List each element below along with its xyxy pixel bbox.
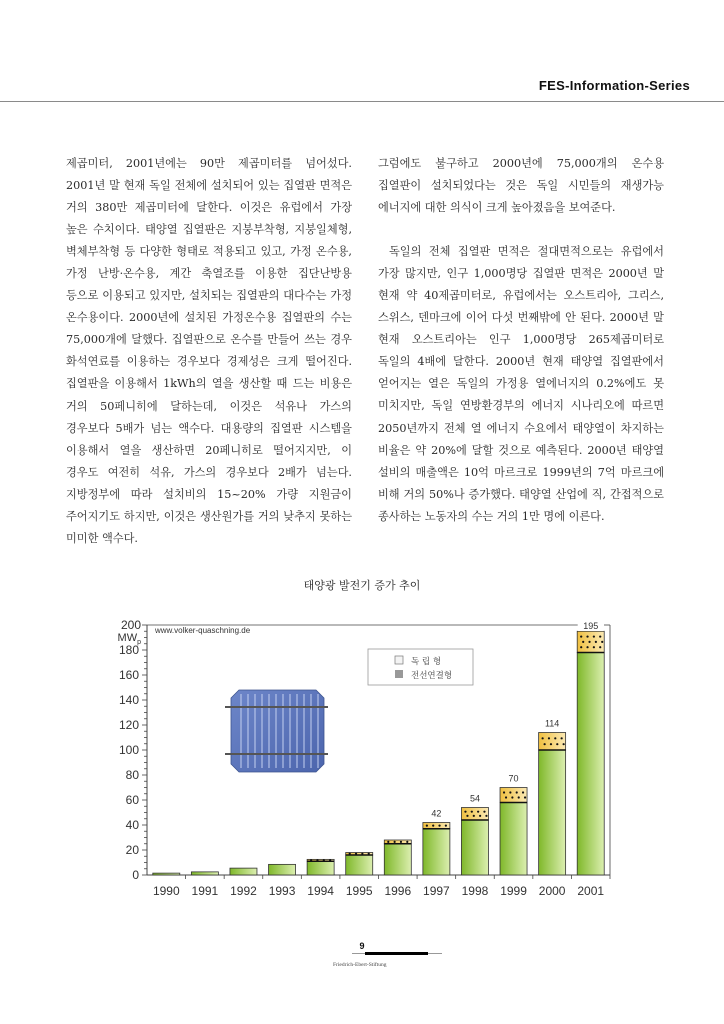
- x-tick-label: 1995: [345, 884, 373, 898]
- bar-grid-connected: [384, 844, 411, 875]
- bar-grid-connected: [461, 820, 488, 875]
- bar-standalone: [461, 808, 488, 821]
- bar-dot-pattern: [511, 796, 513, 798]
- bar-dot-pattern: [479, 815, 481, 817]
- solar-cell-icon: [225, 690, 328, 772]
- y-tick-label: 60: [125, 793, 139, 807]
- bar-dot-pattern: [524, 796, 526, 798]
- bar-dot-pattern: [387, 841, 389, 843]
- bar-dot-pattern: [466, 815, 468, 817]
- chart-legend: [368, 649, 473, 685]
- bar-grid-connected: [230, 868, 257, 875]
- bar-dot-pattern: [599, 646, 601, 648]
- data-label: 54: [469, 793, 480, 804]
- bar-dot-pattern: [483, 811, 485, 813]
- bar-grid-connected: [539, 750, 566, 875]
- legend-label-grid-connected: 전선연결형: [411, 671, 453, 681]
- bar-dot-pattern: [582, 641, 584, 643]
- bar-dot-pattern: [310, 859, 312, 861]
- footer-organization: Friedrich-Ebert-Stiftung: [333, 962, 387, 968]
- bar-dot-pattern: [361, 853, 363, 855]
- bar-dot-pattern: [556, 743, 558, 745]
- bar-grid-connected: [423, 829, 450, 875]
- x-tick-label: 1993: [268, 884, 296, 898]
- bar-dot-pattern: [561, 737, 563, 739]
- bar-dot-pattern: [580, 646, 582, 648]
- x-tick-label: 1991: [191, 884, 219, 898]
- bar-standalone: [539, 733, 566, 751]
- paragraph: 독일의 전체 집열판 면적은 절대면적으로는 유럽에서 가장 많지만, 인구 1,000명당 집열판 면적은 2000년 말 현재 약 40제곱미터로, 유럽에서는 오스트리아, 그리스, 스위스, 덴마크에 이어 다섯 번째밖에 안 된다. 2000년 말 현재 오스트리아는 인구 1,000명당 265제곱미터로 독일의 4배에 달한다. 2000년 현재 태양열 집열판에서 얻어지는 열은 독일의 가정용 열에너지의 0.2%에도 못 미치지만, 독일 연방환경부의 에너지 시나리오에 따르면 2050년까지 전체 열 에너지 수요에서 태양열이 차지하는 비율은 약 20%에 달할 것으로 예측된다. 2000년 태양열 설비의 매출액은 10억 마르크로 1999년의 7억 마르크에 비해 거의 50%나 증가했다. 태양열 산업에 직, 간접적으로 종사하는 노동자의 수는 거의 1만 명에 이른다.: [378, 245, 664, 523]
- bar-dot-pattern: [316, 859, 318, 861]
- bar-dot-pattern: [586, 635, 588, 637]
- bar-dot-pattern: [438, 825, 440, 827]
- bar-dot-pattern: [426, 825, 428, 827]
- bar-dot-pattern: [601, 641, 603, 643]
- x-tick-label: 2000: [538, 884, 566, 898]
- bar-dot-pattern: [445, 825, 447, 827]
- bar-dot-pattern: [349, 853, 351, 855]
- y-tick-label: 0: [132, 868, 139, 882]
- bar-dot-pattern: [432, 825, 434, 827]
- bar-grid-connected: [269, 864, 296, 875]
- legend-label-standalone: 독 립 형: [411, 657, 442, 667]
- y-tick-label: 100: [118, 743, 139, 757]
- chart-watermark: www.volker-quaschning.de: [155, 626, 251, 635]
- bar-dot-pattern: [329, 859, 331, 861]
- bar-dot-pattern: [473, 815, 475, 817]
- y-tick-label: 140: [118, 693, 139, 707]
- page-number: 9: [359, 941, 365, 951]
- bar-dot-pattern: [509, 791, 511, 793]
- bar-dot-pattern: [593, 646, 595, 648]
- y-tick-label: 40: [125, 818, 139, 832]
- bar-dot-pattern: [368, 853, 370, 855]
- bar-dot-pattern: [599, 635, 601, 637]
- bar-grid-connected: [307, 861, 334, 875]
- bar-grid-connected: [500, 803, 527, 876]
- bar-dot-pattern: [485, 815, 487, 817]
- y-tick-label: 120: [118, 718, 139, 732]
- bar-standalone: [577, 631, 604, 652]
- left-text-column: [66, 153, 352, 550]
- bar-dot-pattern: [323, 859, 325, 861]
- bar-dot-pattern: [394, 841, 396, 843]
- x-tick-label: 2001: [577, 884, 605, 898]
- y-tick-label: 80: [125, 768, 139, 782]
- y-axis-max-label: 200: [120, 618, 141, 632]
- bar-dot-pattern: [400, 841, 402, 843]
- x-tick-label: 1994: [307, 884, 334, 898]
- bar-dot-pattern: [563, 743, 565, 745]
- bar-dot-pattern: [522, 791, 524, 793]
- y-axis-unit-text: MW: [117, 632, 138, 644]
- bar-standalone: [500, 788, 527, 803]
- bar-dot-pattern: [518, 796, 520, 798]
- y-axis-unit: [118, 632, 142, 646]
- legend-swatch-grid-connected: [395, 670, 403, 678]
- bar-dot-pattern: [588, 641, 590, 643]
- y-tick-label: 160: [118, 668, 139, 682]
- bar-grid-connected: [191, 872, 218, 875]
- x-tick-label: 1998: [461, 884, 489, 898]
- bar-dot-pattern: [503, 791, 505, 793]
- bar-grid-connected: [346, 855, 373, 875]
- x-tick-label: 1996: [384, 884, 412, 898]
- bar-chart: [105, 610, 625, 905]
- bar-dot-pattern: [464, 811, 466, 813]
- bar-dot-pattern: [471, 811, 473, 813]
- y-axis-unit-subscript: p: [137, 639, 141, 646]
- data-label: 70: [508, 773, 519, 784]
- series-title: FES-Information-Series: [538, 78, 690, 93]
- paragraph: 그럼에도 불구하고 2000년에 75,000개의 온수용 집열판이 설치되었다는 것은 독일 시민들의 재생가능 에너지에 대한 의식이 크게 높아졌음을 보여준다.: [378, 157, 664, 215]
- x-tick-label: 1992: [230, 884, 257, 898]
- bar-dot-pattern: [550, 743, 552, 745]
- x-tick-label: 1990: [152, 884, 180, 898]
- header-divider: [0, 101, 724, 102]
- bar-dot-pattern: [544, 743, 546, 745]
- bar-dot-pattern: [586, 646, 588, 648]
- data-label: 114: [544, 718, 560, 729]
- footer-rule-accent: [365, 952, 428, 955]
- bar-dot-pattern: [554, 737, 556, 739]
- x-tick-label: 1997: [423, 884, 450, 898]
- x-tick-label: 1999: [500, 884, 527, 898]
- right-text-column: [378, 153, 664, 528]
- bar-dot-pattern: [505, 796, 507, 798]
- bar-dot-pattern: [406, 841, 408, 843]
- bar-dot-pattern: [542, 737, 544, 739]
- bar-dot-pattern: [548, 737, 550, 739]
- bar-dot-pattern: [355, 853, 357, 855]
- bar-dot-pattern: [580, 635, 582, 637]
- data-label: 42: [431, 808, 442, 819]
- bar-grid-connected: [577, 653, 604, 876]
- legend-swatch-standalone: [395, 656, 403, 664]
- y-tick-label: 20: [125, 843, 139, 857]
- bar-dot-pattern: [595, 641, 597, 643]
- chart-title: 태양광 발전기 증가 추이: [303, 579, 421, 592]
- bar-dot-pattern: [477, 811, 479, 813]
- paragraph: 제곱미터, 2001년에는 90만 제곱미터를 넘어섰다. 2001년 말 현재 독일 전체에 설치되어 있는 집열판 면적은 거의 380만 제곱미터에 달한다. 이것은 유럽에서 가장 높은 수치이다. 태양열 집열판은 지붕부착형, 지붕일체형, 벽체부착형 등 다양한 형태로 적용되고 있고, 가정 온수용, 가정 난방·온수용, 계간 축열조를 이용한 집단난방용 등으로 이용되고 있지만, 설치되는 집열판의 대다수는 가정 온수용이다. 2000년에 설치된 가정온수용 집열판의 수는 75,000개에 달했다. 집열판으로 온수를 만들어 쓰는 경우 화석연료를 이용하는 경우보다 경제성은 크게 떨어진다. 집열판을 이용해서 1kWh의 열을 생산할 때 드는 비용은 거의 50페니히에 달하는데, 이것은 석유나 가스의 경우보다 5배가 넘는 액수다. 대용량의 집열판 시스템을 이용해서 열을 생산하면 20페니히로 떨어지지만, 이 경우도 여전히 석유, 가스의 경우보다 2배가 넘는다. 지방정부에 따라 설치비의 15~20% 가량 지원금이 주어지기도 하지만, 이것은 생산원가를 거의 낮추지 못하는 미미한 액수다.: [66, 157, 352, 545]
- data-label: 195: [583, 621, 599, 631]
- bar-dot-pattern: [593, 635, 595, 637]
- bar-dot-pattern: [516, 791, 518, 793]
- y-tick-label: 180: [118, 643, 139, 657]
- bar-grid-connected: [153, 873, 180, 875]
